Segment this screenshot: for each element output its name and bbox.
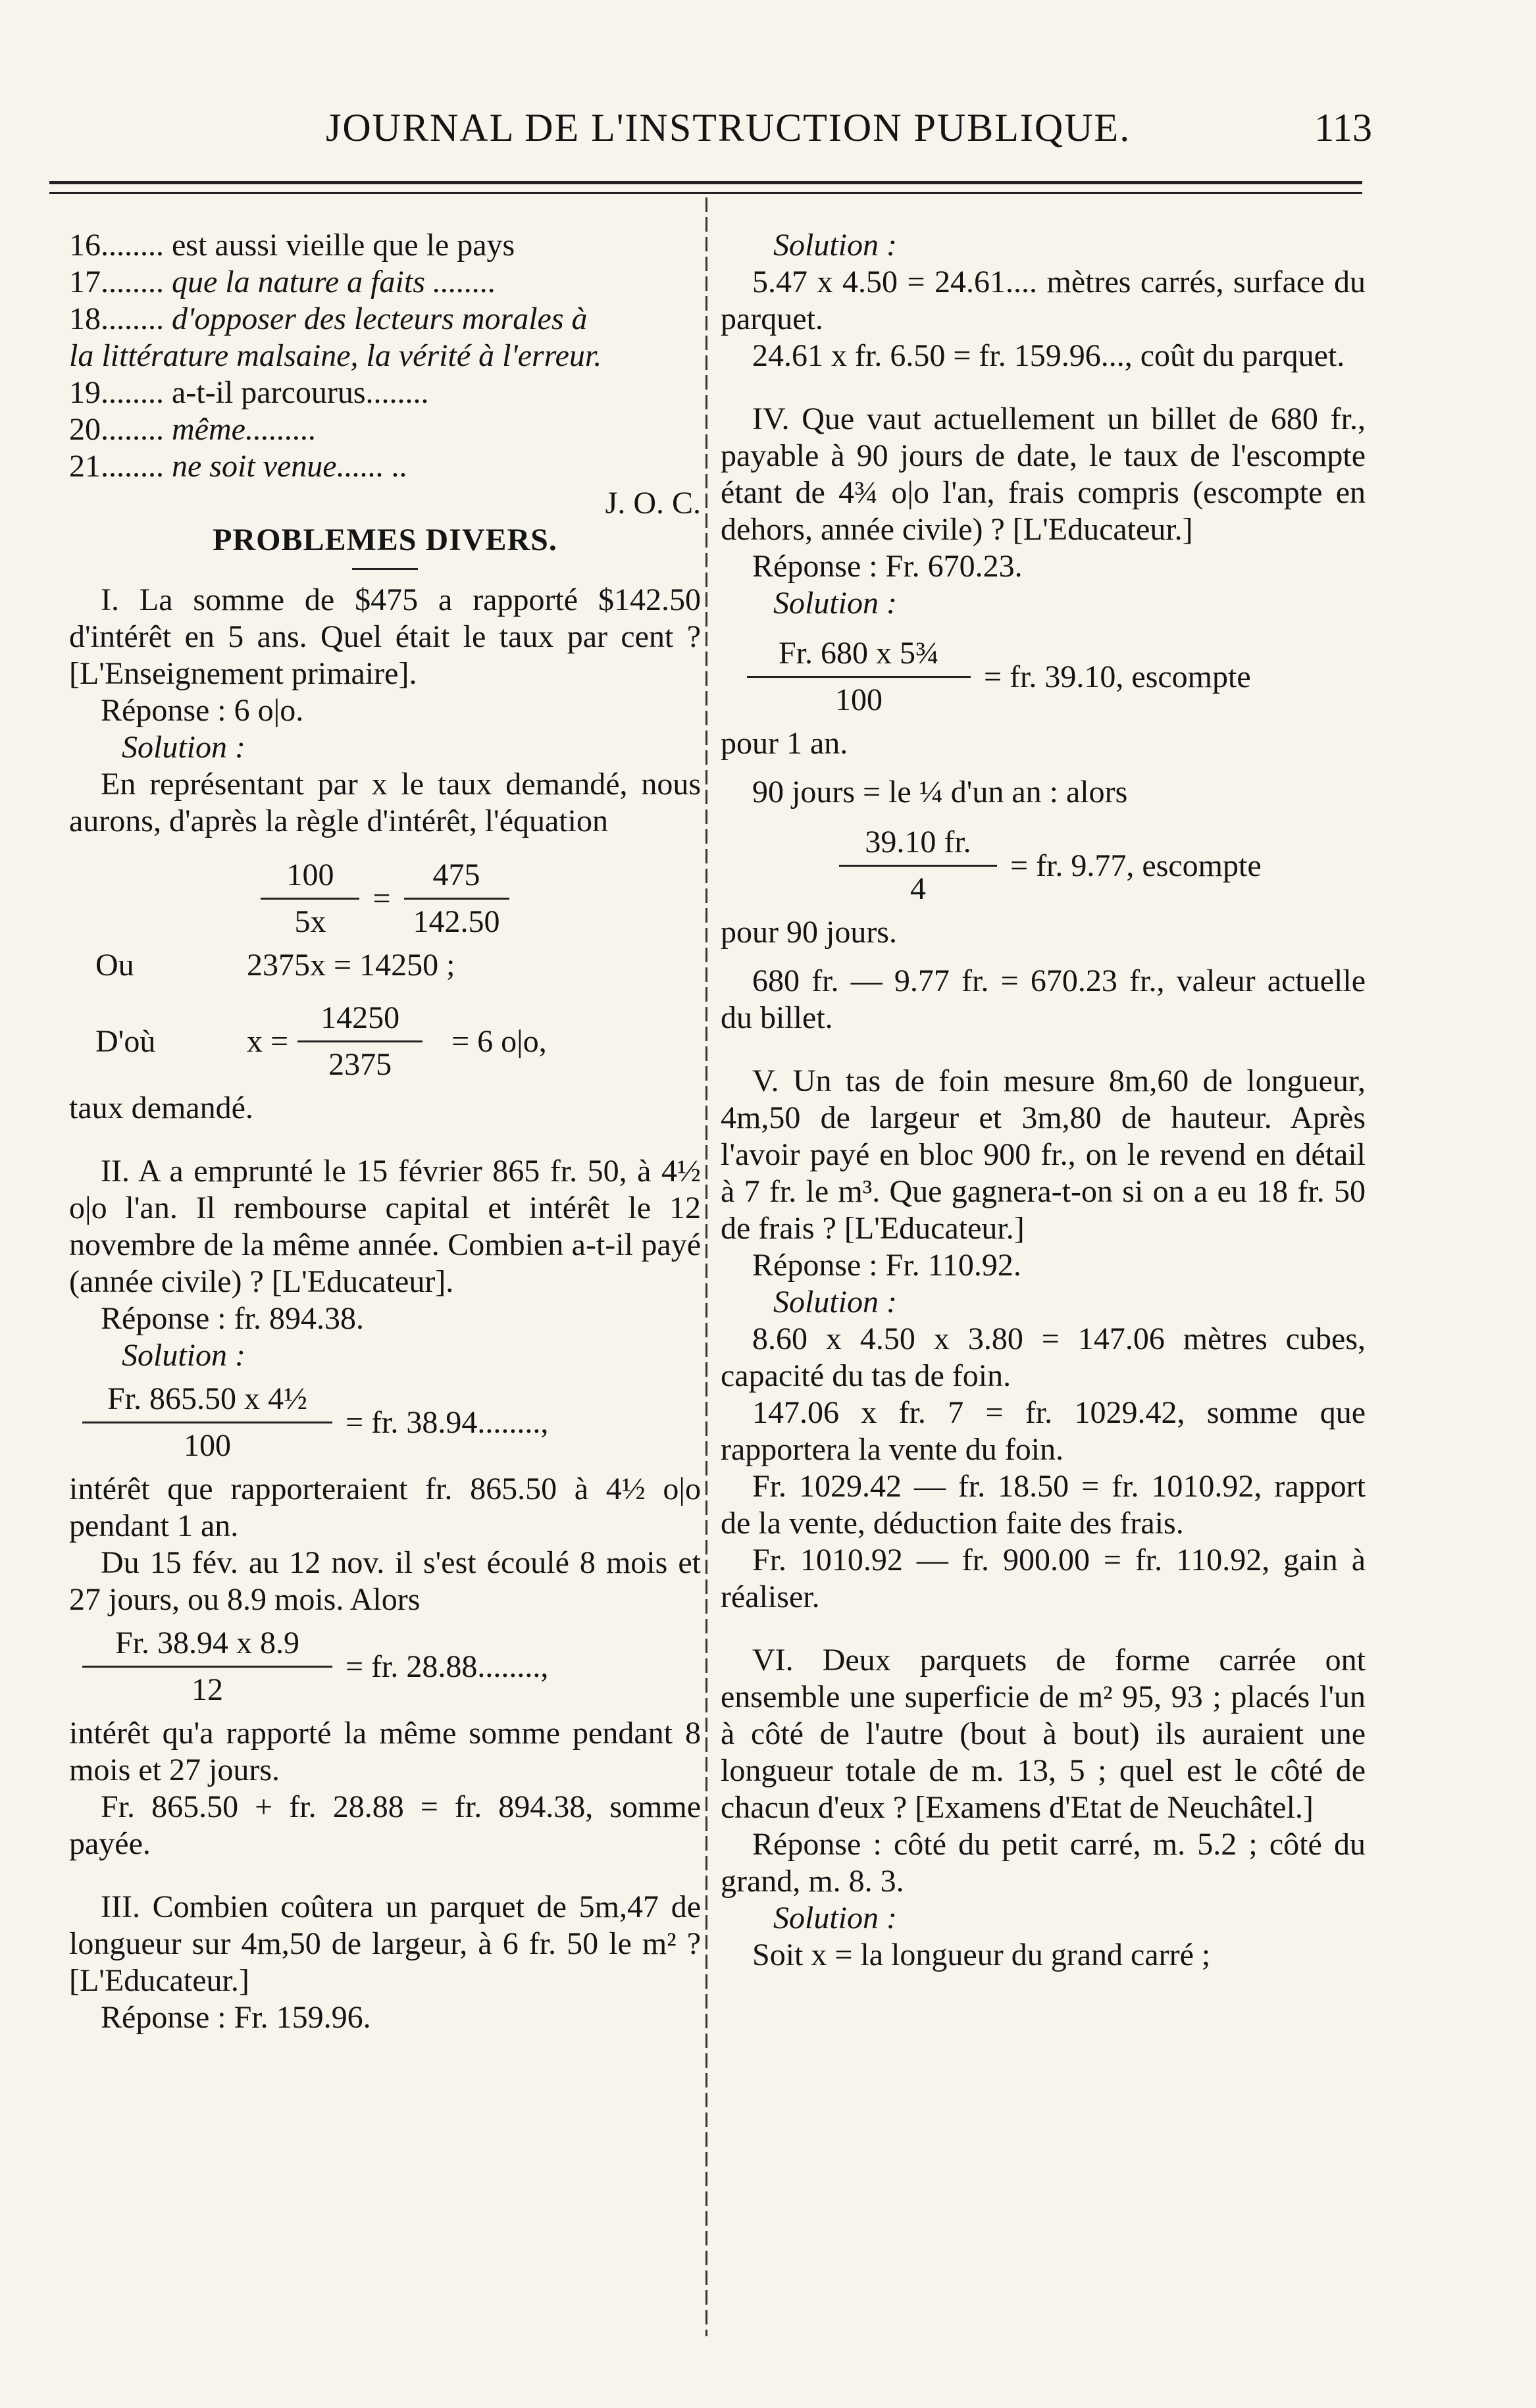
errata-line: 16........ est aussi vieille que le pays bbox=[69, 228, 515, 263]
errata-line: 19........ a-t-il parcourus........ bbox=[69, 375, 429, 410]
problem-2-text-1: intérêt que rapporteraient fr. 865.50 à 4½ o|o pendant 1 an. bbox=[69, 1472, 701, 1543]
problem-2-text-4: Fr. 865.50 + fr. 28.88 = fr. 894.38, somme payée. bbox=[69, 1789, 701, 1861]
problem-5-statement: V. Un tas de foin mesure 8m,60 de longueur, 4m,50 de largeur et 3m,80 de hauteur. Après l'avoir payé en bloc 900 fr., on le revend en détail à 7 fr. le m³. Que gagnera-t-on si on a eu 18 fr. 50 de frais ? [L'Educateur.] bbox=[721, 1063, 1366, 1246]
errata-line: 20........ même......... bbox=[69, 412, 317, 447]
problem-3-answer: Réponse : Fr. 159.96. bbox=[101, 2000, 371, 2035]
problem-1-answer: Réponse : 6 o|o. bbox=[101, 693, 304, 728]
problem-3-solution-1: 5.47 x 4.50 = 24.61.... mètres carrés, surface du parquet. bbox=[721, 265, 1366, 336]
journal-title: JOURNAL DE L'INSTRUCTION PUBLIQUE. bbox=[326, 106, 1131, 149]
problem-2-answer: Réponse : fr. 894.38. bbox=[101, 1301, 364, 1336]
problem-2-text-3: intérêt qu'a rapporté la même somme pendant 8 mois et 27 jours. bbox=[69, 1716, 701, 1787]
section-title: PROBLEMES DIVERS. bbox=[213, 523, 557, 557]
problem-5-solution-4: Fr. 1010.92 — fr. 900.00 = fr. 110.92, gain à réaliser. bbox=[721, 1543, 1366, 1614]
problem-4-text-2: 90 jours = le ¼ d'un an : alors bbox=[752, 775, 1128, 809]
running-header bbox=[49, 105, 1372, 158]
problem-4-solution-label: Solution : bbox=[773, 586, 897, 621]
errata-line: la littérature malsaine, la vérité à l'erreur. bbox=[69, 338, 602, 373]
problem-6-statement: VI. Deux parquets de forme carrée ont ensemble une superficie de m² 95, 93 ; placés l'un à côté de l'autre (bout à bout) ils auraient une longueur totale de m. 13, 5 ; quel est le côté de chacun d'eux ? [Examens d'Etat de Neuchâtel.] bbox=[721, 1643, 1366, 1825]
problem-3-statement: III. Combien coûtera un parquet de 5m,47 de longueur sur 4m,50 de largeur, à 6 fr. 50 le m² ? [L'Educateur.] bbox=[69, 1889, 701, 1998]
title-rule bbox=[352, 568, 418, 570]
problem-5-solution-label: Solution : bbox=[773, 1285, 897, 1319]
equation-dou: D'où x = $\frac{14250}{2375}$ = 6 o|o, bbox=[95, 1000, 547, 1082]
problem-4-text-1: pour 1 an. bbox=[721, 726, 848, 761]
errata-line: 17........ que la nature a faits ........ bbox=[69, 265, 496, 299]
problem-4-text-4: 680 fr. — 9.77 fr. = 670.23 fr., valeur actuelle du billet. bbox=[721, 963, 1366, 1035]
equation-ou: Ou 2375x = 14250 ; bbox=[95, 948, 455, 983]
header-rule bbox=[49, 181, 1362, 184]
header-rule-thin bbox=[49, 192, 1362, 194]
errata-list bbox=[69, 227, 701, 485]
problem-2-fraction-2: $\frac{Fr. 38.94 x 8.9}{12}$ = fr. 28.88........, bbox=[69, 1625, 701, 1708]
problem-4-text-3: pour 90 jours. bbox=[721, 915, 897, 950]
problem-1-tail: taux demandé. bbox=[69, 1090, 253, 1125]
right-column bbox=[721, 227, 1366, 1974]
problem-2-text-2: Du 15 fév. au 12 nov. il s'est écoulé 8 mois et 27 jours, ou 8.9 mois. Alors bbox=[69, 1545, 701, 1617]
problem-2-statement: II. A a emprunté le 15 février 865 fr. 50, à 4½ o|o l'an. Il rembourse capital et intérêt le 12 novembre de la même année. Combien a-t-il payé (année civile) ? [L'Educateur]. bbox=[69, 1154, 701, 1299]
problem-1-text: En représentant par x le taux demandé, nous aurons, d'après la règle d'intérêt, l'équation bbox=[69, 767, 701, 838]
problem-5-solution-1: 8.60 x 4.50 x 3.80 = 147.06 mètres cubes, capacité du tas de foin. bbox=[721, 1321, 1366, 1393]
problem-4-answer: Réponse : Fr. 670.23. bbox=[752, 549, 1023, 584]
problem-5-solution-2: 147.06 x fr. 7 = fr. 1029.42, somme que rapportera la vente du foin. bbox=[721, 1395, 1366, 1467]
problem-6-solution-1: Soit x = la longueur du grand carré ; bbox=[752, 1937, 1211, 1972]
errata-line: 21........ ne soit venue...... .. bbox=[69, 449, 408, 484]
problem-3-solution-label: Solution : bbox=[773, 228, 897, 263]
problem-6-solution-label: Solution : bbox=[773, 1901, 897, 1935]
left-column bbox=[69, 227, 701, 2036]
problem-2-fraction-1: $\frac{\text{Fr. 865.50 x 4½}}{100}$ = fr. 38.94........, bbox=[69, 1381, 701, 1464]
column-divider bbox=[705, 197, 707, 2336]
page-number: 113 bbox=[1314, 106, 1372, 149]
problem-4-fraction-2: $\frac{39.10 fr.}{4}$ = fr. 9.77, escompte bbox=[721, 824, 1366, 908]
signature: J. O. C. bbox=[605, 486, 701, 521]
problem-5-solution-3: Fr. 1029.42 — fr. 18.50 = fr. 1010.92, rapport de la vente, déduction faite des frais. bbox=[721, 1469, 1366, 1541]
errata-line: 18........ d'opposer des lecteurs morales à bbox=[69, 301, 588, 336]
equation-ratio: $\frac{100}{5x}$ = $\frac{475}{142.50}$ bbox=[69, 857, 701, 940]
problem-5-answer: Réponse : Fr. 110.92. bbox=[752, 1248, 1021, 1283]
problem-2-solution-label: Solution : bbox=[122, 1338, 245, 1373]
problem-4-statement: IV. Que vaut actuellement un billet de 680 fr., payable à 90 jours de date, le taux de l'escompte étant de 4¾ o|o l'an, frais compris (escompte en dehors, année civile) ? [L'Educateur.] bbox=[721, 401, 1366, 547]
problem-6-answer: Réponse : côté du petit carré, m. 5.2 ; côté du grand, m. 8. 3. bbox=[721, 1827, 1366, 1899]
problem-3-solution-2: 24.61 x fr. 6.50 = fr. 159.96..., coût du parquet. bbox=[752, 338, 1345, 373]
problem-1-solution-label: Solution : bbox=[122, 730, 245, 765]
problem-1-statement: I. La somme de $475 a rapporté $142.50 d'intérêt en 5 ans. Quel était le taux par cent ? [L'Enseignement primaire]. bbox=[69, 582, 701, 691]
problem-4-fraction-1: $\frac{\text{Fr. 680 x 5¾}}{100}$ = fr. 39.10, escompte bbox=[721, 635, 1366, 719]
